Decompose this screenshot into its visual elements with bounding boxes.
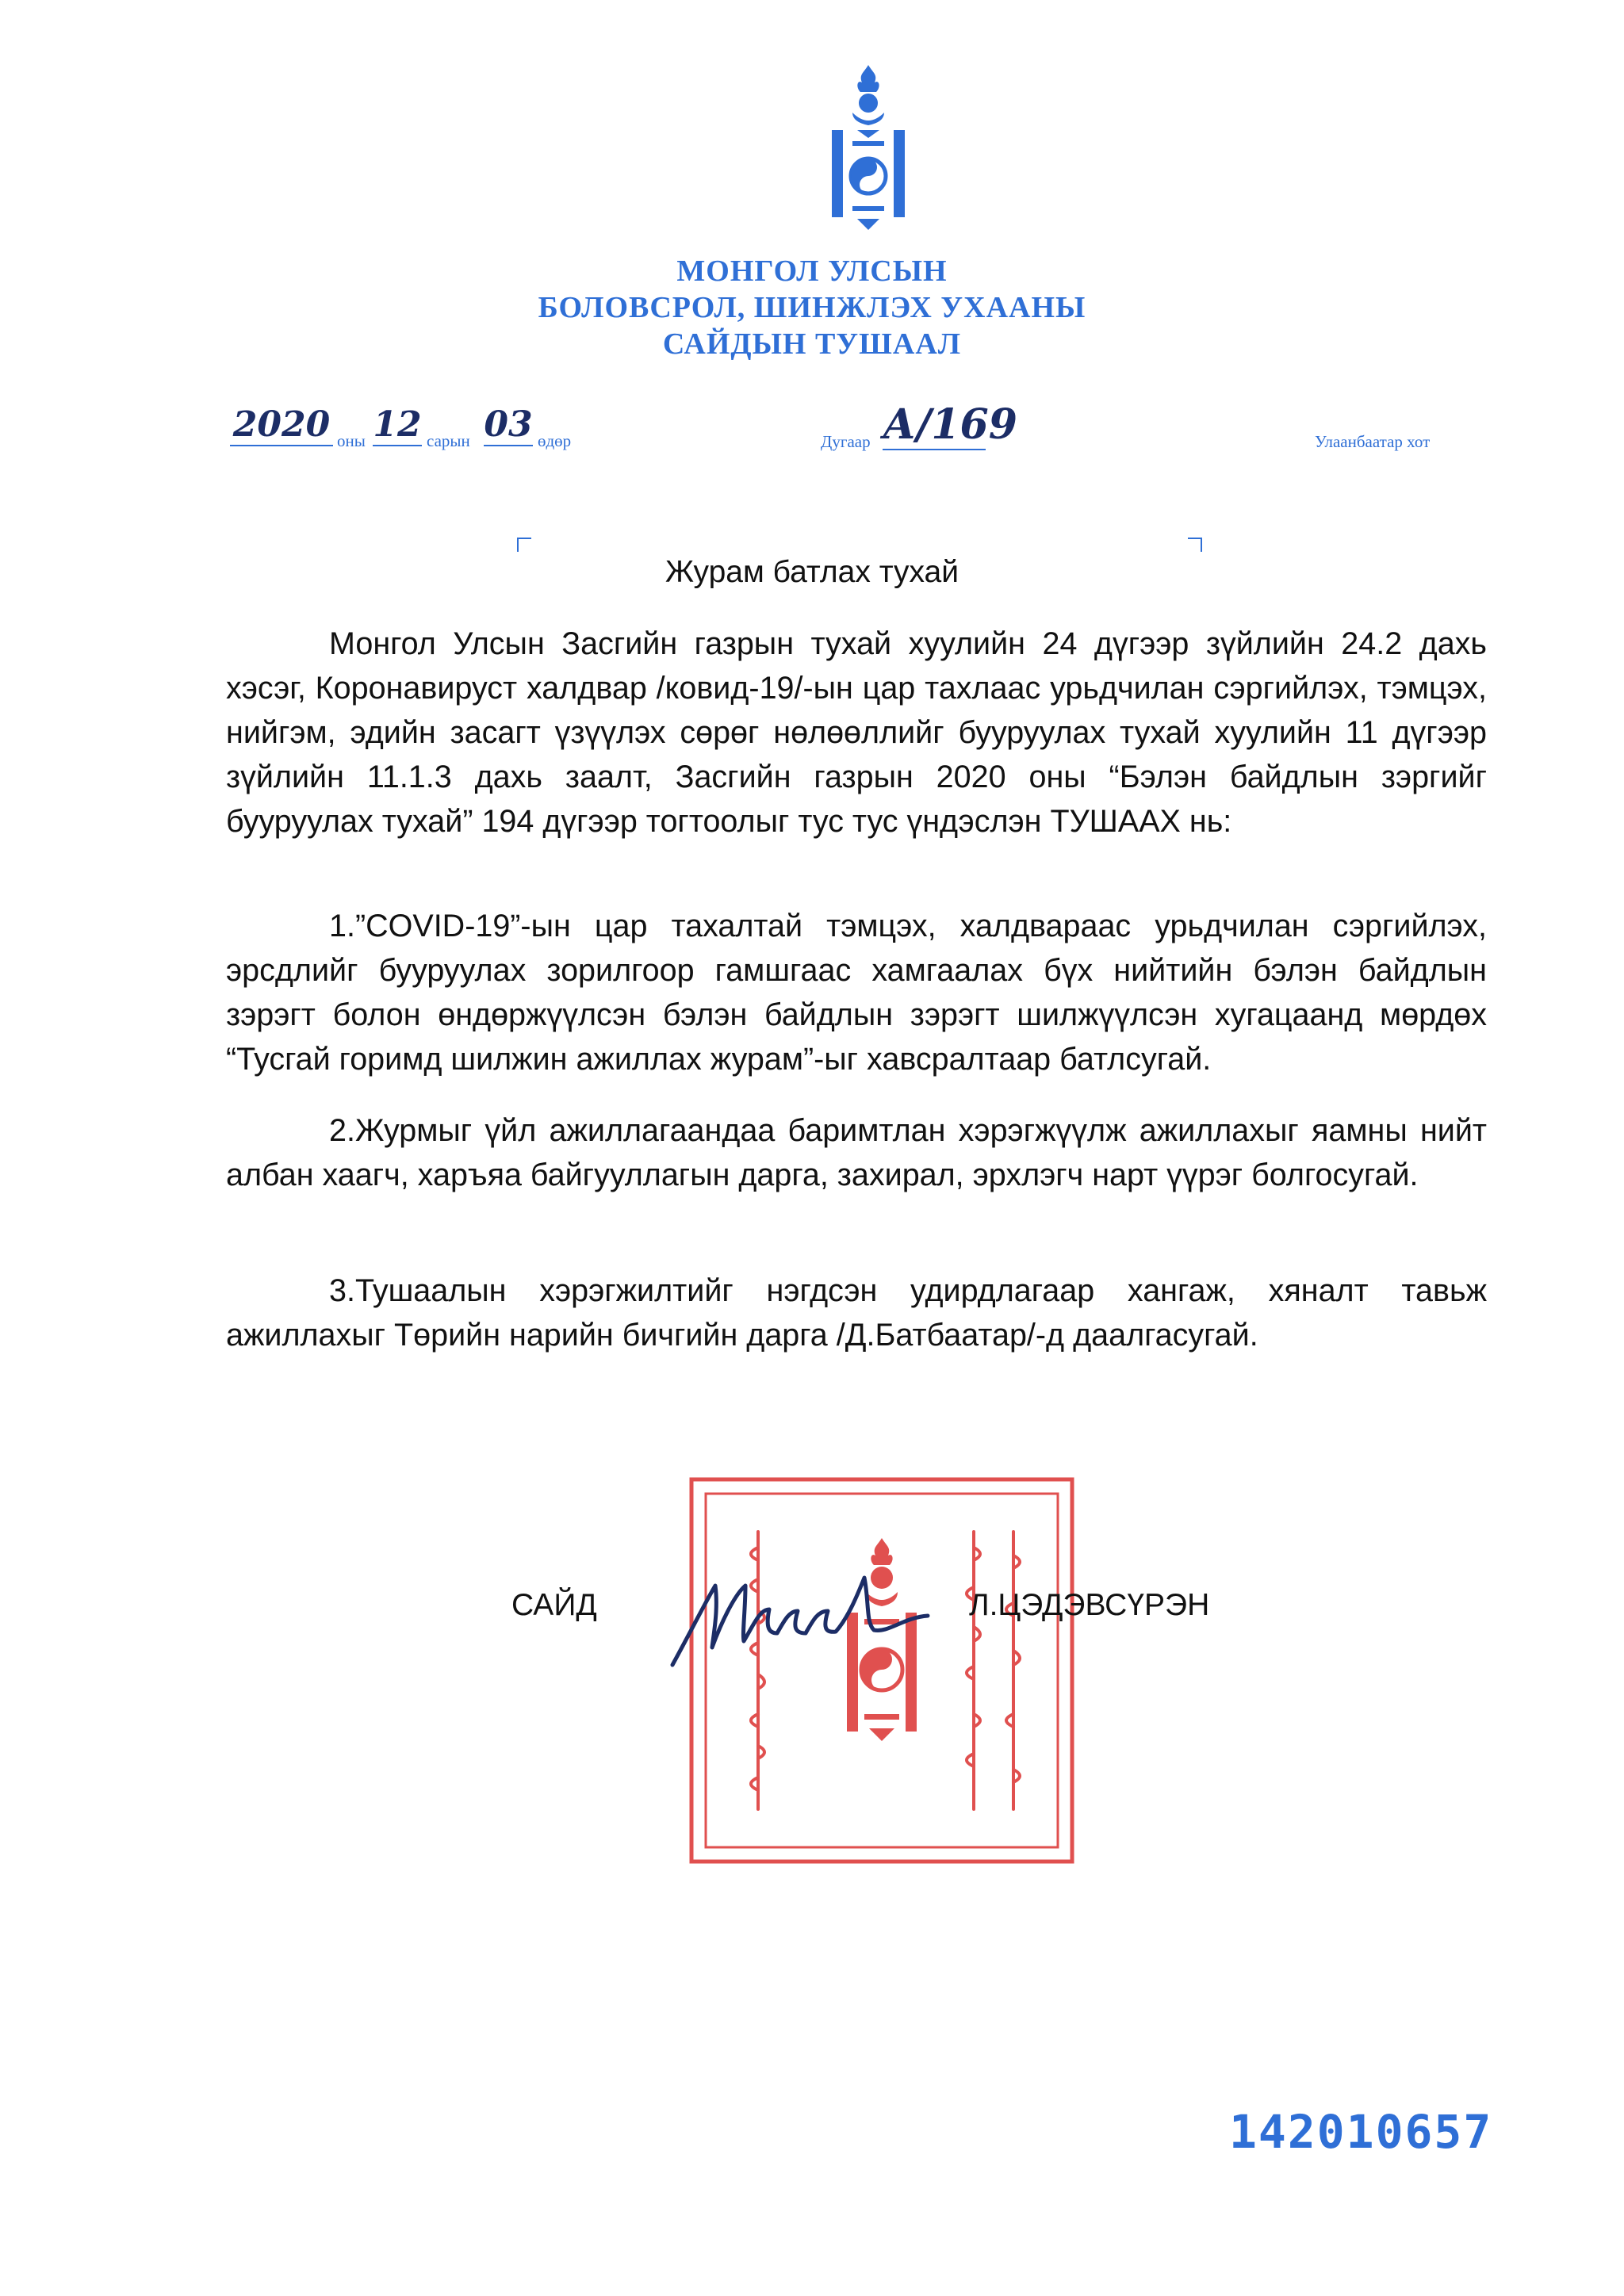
signature-name: Л.ЦЭДЭВСҮРЭН [969,1588,1210,1622]
order-number-block [821,400,1027,456]
order-number-label: Дугаар [821,432,871,451]
corner-mark-right [1188,538,1202,552]
handwritten-signature [666,1554,936,1673]
item-paragraph: 1.”COVID-19”-ын цар тахалтай тэмцэх, халдвараас урьдчилан сэргийлэх, эрсдлийг бууруулах зорилгоор гамшгаас хамгаалах бүх нийтийн бэлэн байдлын зэрэгт болон өндөржүүлсэн бэлэн байдлын зэрэгт шилжүүлсэн хугацаанд мөрдөх “Тусгай горимд шилжин ажиллах журам”-ыг хавсралтаар батлсугай. [226,909,1487,1077]
signature-title: САЙД [511,1588,597,1622]
body-item-1 [226,904,1487,1081]
soyombo-emblem-icon [821,63,916,238]
serial-number: 142010657 [1229,2105,1493,2159]
body-item-2 [226,1108,1487,1197]
item-paragraph: 2.Журмыг үйл ажиллагаандаа баримтлан хэрэгжүүлж ажиллахыг яамны нийт албан хаагч, харъяа байгууллагын дарга, захирал, эрхлэгч нарт үүрэг болгосугай. [226,1113,1487,1192]
preamble-paragraph: Монгол Улсын Засгийн газрын тухай хуулийн 24 дүгээр зүйлийн 24.2 дахь хэсэг, Коронавируст халдвар /ковид-19/-ын цар тахлаас урьдчилан сэргийлэх, тэмцэх, нийгэм, эдийн засагт үзүүлэх сөрөг нөлөөллийг бууруулах тухай хуулийн 11 дүгээр зүйлийн 11.1.3 дахь заалт, Засгийн газрын 2020 оны “Бэлэн байдлын зэргийг бууруулах тухай” 194 дүгээр тогтоолыг тус тус үндэслэн ТУШААХ нь: [226,626,1487,839]
date-day-label: өдөр [538,431,572,450]
date-month-label: сарын [427,431,470,450]
item-paragraph: 3.Тушаалын хэрэгжилтийг нэгдсэн удирдлагаар хангаж, хяналт тавьж ажиллахыг Төрийн нарийн бичгийн дарга /Д.Батбаатар/-д даалгасугай. [226,1273,1487,1353]
body-item-3 [226,1269,1487,1357]
header-line-ministry: БОЛОВСРОЛ, ШИНЖЛЭХ УХААНЫ [538,291,1086,324]
header-line-order: САЙДЫН ТУШААЛ [662,327,962,361]
corner-mark-left [517,538,531,552]
order-number: А/169 [883,400,1017,449]
city-label: Улаанбаатар хот [1315,432,1431,451]
subject-title: Журам батлах тухай [665,555,959,589]
date-day: 03 [484,404,533,445]
date-year-label: оны [337,431,366,450]
date-row [230,404,595,452]
date-month: 12 [373,404,422,445]
header-line-country: МОНГОЛ УЛСЫН [676,254,948,288]
body-preamble [226,622,1487,844]
date-year: 2020 [230,404,333,446]
